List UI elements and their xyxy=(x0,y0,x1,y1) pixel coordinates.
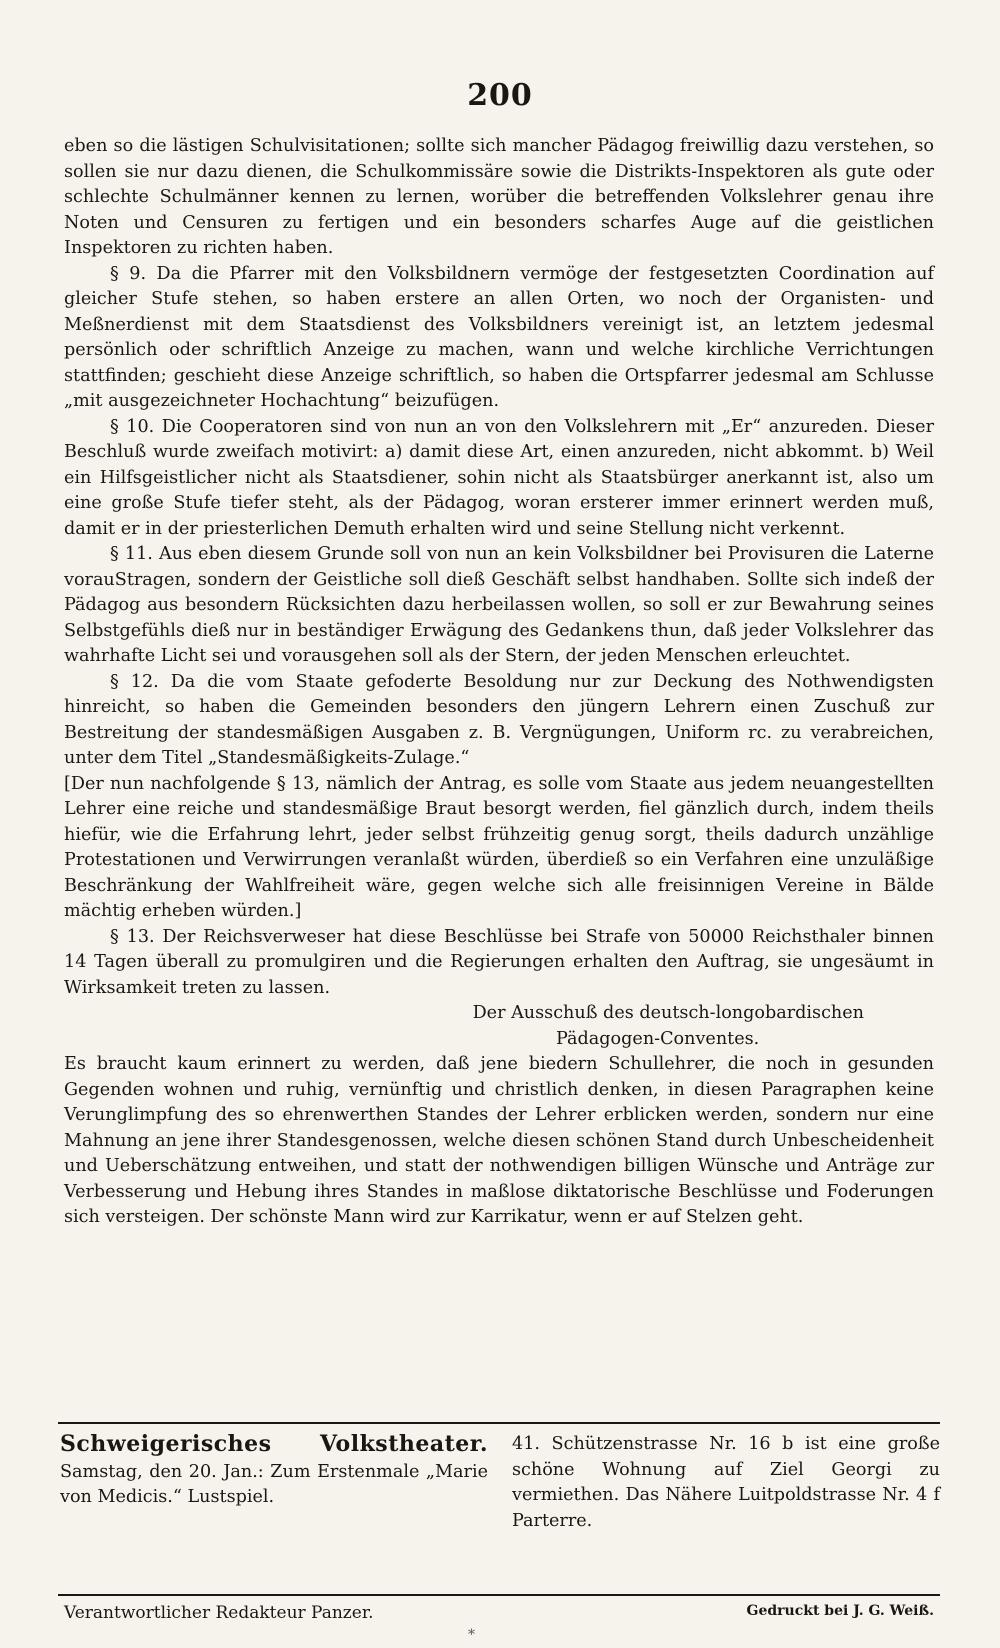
printer-mark: * xyxy=(468,1627,475,1643)
advertisements xyxy=(60,1432,940,1534)
theater-ad xyxy=(60,1432,500,1534)
apartment-ad-text: Schützenstrasse Nr. 16 b ist eine große schöne Wohnung auf Ziel Georgi zu vermiethen. Das Nähere Luitpoldstrasse Nr. 4 f Parterre. xyxy=(512,1434,941,1531)
paragraph-bracket-note: [Der nun nachfolgende § 13, nämlich der Antrag, es solle vom Staate aus jedem neuangestellten Lehrer eine reiche und standesmäßige Braut besorgt werden, fiel gänzlich durch, indem theils hiefür, wie die Erfahrung lehrt, jeder selbst frühzeitig genug sorgt, theils dadurch unzählige Protestationen und Verwirrungen veranlaßt würden, überdieß so ein Verfahren eine unzuläßige Beschränkung der Wahlfreiheit wäre, gegen welche sich alle freisinnigen Vereine in Bälde mächtig erheben würden.] xyxy=(64,773,934,921)
top-divider xyxy=(58,1422,940,1424)
signature-line-1: Der Ausschuß des deutsch-longobardischen xyxy=(472,1003,864,1023)
paragraph-continuation: eben so die lästigen Schulvisitationen; sollte sich mancher Pädagog freiwillig dazu verstehen, so sollen sie nur dazu dienen, die Schulkommissäre sowie die Distrikts-Inspektoren als gute oder schlechte Schulmänner kennen zu lernen, worüber die betreffenden Volkslehrer genau ihre Noten und Censuren zu fertigen und ein besonders scharfes Auge auf die geistlichen Inspektoren zu richten haben. xyxy=(64,136,934,258)
editor-line: Verantwortlicher Redakteur Panzer. xyxy=(64,1603,374,1623)
imprint-footer xyxy=(64,1603,934,1623)
paragraph-section-9: § 9. Da die Pfarrer mit den Volksbildnern vermöge der festgesetzten Coordination auf gleicher Stufe stehen, so haben erstere an allen Orten, wo noch der Organisten- und Meßnerdienst mit dem Staatsdienst des Volksbildners vereinigt ist, an letztem jedesmal persönlich oder schriftlich Anzeige zu machen, wann und welche kirchliche Verrichtungen stattfinden; geschieht diese Anzeige schriftlich, so haben die Ortspfarrer jedesmal am Schlusse „mit ausgezeichneter Hochachtung“ beizufügen. xyxy=(64,263,934,411)
printer-line: Gedruckt bei J. G. Weiß. xyxy=(746,1603,934,1619)
theater-ad-text: Samstag, den 20. Jan.: Zum Erstenmale „Marie von Medicis.“ Lustspiel. xyxy=(60,1461,488,1507)
bottom-divider xyxy=(58,1594,940,1596)
apartment-ad-number: 41. xyxy=(512,1434,540,1454)
theater-ad-title: Schweigerisches Volkstheater. xyxy=(60,1431,488,1457)
paragraph-section-13: § 13. Der Reichsverweser hat diese Beschlüsse bei Strafe von 50000 Reichsthaler binnen 14 Tagen überall zu promulgiren und die Regierungen erhalten den Auftrag, sie ungesäumt in Wirksamkeit treten zu lassen. xyxy=(64,926,934,998)
paragraph-section-12: § 12. Da die vom Staate gefoderte Besoldung nur zur Deckung des Nothwendigsten hinreicht, so haben die Gemeinden besonders den jüngern Lehrern einen Zuschuß zur Bestreitung der standesmäßigen Ausgaben z. B. Vergnügungen, Uniform rc. zu verabreichen, unter dem Titel „Standesmäßigkeits-Zulage.“ xyxy=(64,671,934,768)
article-body xyxy=(64,134,934,1231)
page-number: 200 xyxy=(467,78,533,113)
apartment-ad xyxy=(500,1432,940,1534)
paragraph-section-10: § 10. Die Cooperatoren sind von nun an von den Volkslehrern mit „Er“ anzureden. Dieser Beschluß wurde zweifach motivirt: a) damit diese Art, einen anzureden, nicht abkommt. b) Weil ein Hilfsgeistlicher nicht als Staatsdiener, sohin nicht als Staatsbürger anerkannt ist, also um eine große Stufe tiefer steht, als der Pädagog, woran ersterer immer erinnert werden muß, damit er in der priesterlichen Demuth erhalten wird und seine Stellung nicht verkennt. xyxy=(64,416,934,539)
paragraph-section-11: § 11. Aus eben diesem Grunde soll von nun an kein Volksbildner bei Provisuren die Laterne vorauStragen, sondern der Geistliche soll dieß Geschäft selbst handhaben. Sollte sich indeß der Pädagog aus besondern Rücksichten dazu herbeilassen wollen, so soll er zur Bewahrung seines Selbstgefühls dieß nur in beständiger Erwägung des Gedankens thun, daß jeder Volkslehrer das wahrhafte Licht sei und vorausgehen soll als der Stern, der jeden Menschen erleuchtet. xyxy=(64,544,934,666)
signature-line-2: Pädagogen-Conventes. xyxy=(556,1028,760,1049)
closing-paragraph: Es braucht kaum erinnert zu werden, daß jene biedern Schullehrer, die noch in gesunden Gegenden wohnen und ruhig, vernünftig und christlich denken, in diesen Paragraphen keine Verunglimpfung des so ehrenwerthen Standes der Lehrer erblicken werden, sondern nur eine Mahnung an jene ihrer Standesgenossen, welche diesen schönen Stand durch Unbescheidenheit und Ueberschätzung entweihen, und statt der nothwendigen billigen Wünsche und Anträge zur Verbesserung und Hebung ihres Standes in maßlose diktatorische Beschlüsse und Foderungen sich versteigen. Der schönste Mann wird zur Karrikatur, wenn er auf Stelzen geht. xyxy=(64,1054,934,1227)
